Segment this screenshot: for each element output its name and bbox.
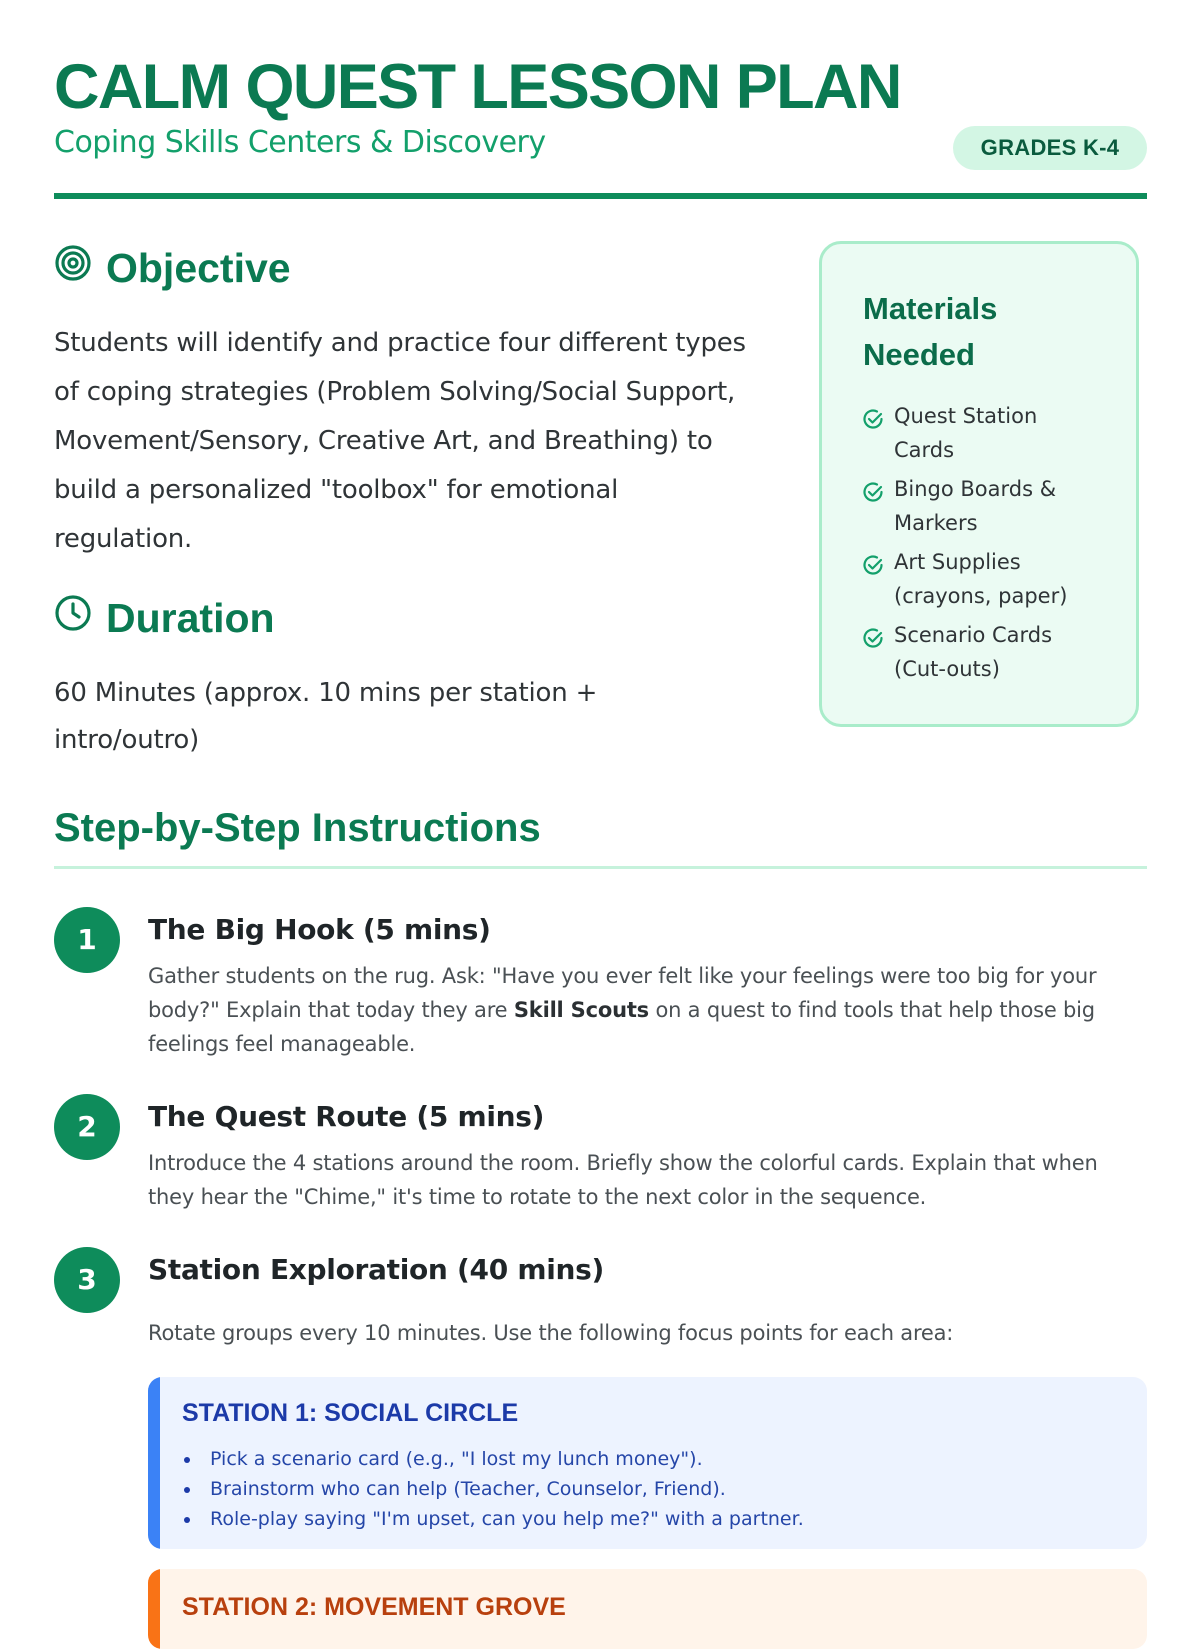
step-number-badge: 1 [54, 907, 120, 973]
skill-scouts-emphasis: Skill Scouts [513, 998, 649, 1022]
station-point: Role-play saying "I'm upset, can you help me?" with a partner. [182, 1504, 804, 1534]
instructions-divider [54, 866, 1147, 869]
step-title: Station Exploration (40 mins) [148, 1253, 604, 1286]
page-title: CALM QUEST LESSON PLAN [54, 52, 901, 122]
materials-item [862, 618, 1102, 686]
materials-item-label: Bingo Boards & Markers [894, 477, 1057, 535]
check-circle-icon [862, 554, 884, 576]
station-point: Pick a scenario card (e.g., "I lost my lunch money"). [182, 1444, 804, 1474]
duration-heading [54, 593, 275, 643]
page-subtitle: Coping Skills Centers & Discovery [54, 125, 546, 160]
station-points [182, 1444, 804, 1534]
station-accent-bar [148, 1569, 160, 1649]
step-description: Gather students on the rug. Ask: "Have you ever felt like your feelings were too big for your body?" Explain that today they are Skill Scouts on a quest to find tools that help those big feelings feel manageable. [148, 964, 1097, 1056]
instructions-heading: Step-by-Step Instructions [54, 806, 541, 850]
station-title: STATION 1: SOCIAL CIRCLE [182, 1399, 519, 1427]
grade-badge: GRADES K-4 [953, 126, 1147, 170]
step-description: Introduce the 4 stations around the room. Briefly show the colorful cards. Explain that when they hear the "Chime," it's time to rotate to the next color in the sequence. [148, 1151, 1098, 1209]
materials-item [862, 399, 1102, 467]
station-card-movement-grove [148, 1569, 1147, 1649]
header-divider [54, 193, 1147, 199]
materials-item-label: Scenario Cards (Cut-outs) [894, 623, 1053, 681]
step-number-badge: 3 [54, 1247, 120, 1313]
materials-item [862, 472, 1102, 540]
objective-heading-label: Objective [106, 244, 291, 291]
step-title: The Quest Route (5 mins) [148, 1100, 545, 1133]
materials-card [819, 241, 1139, 727]
station-title: STATION 2: MOVEMENT GROVE [182, 1593, 566, 1621]
step-title: The Big Hook (5 mins) [148, 913, 491, 946]
objective-heading [54, 243, 291, 293]
objective-text: Students will identify and practice four different types of coping strategies (Problem Solving/Social Support, Movement/Sensory, Creative Art, and Breathing) to build a personalized "toolbox" for emotional regulation. [54, 328, 746, 554]
materials-item [862, 545, 1102, 613]
check-circle-icon [862, 627, 884, 649]
check-circle-icon [862, 408, 884, 430]
materials-list [862, 399, 1102, 691]
duration-text: 60 Minutes (approx. 10 mins per station + intro/outro) [54, 678, 598, 755]
step-description: Rotate groups every 10 minutes. Use the following focus points for each area: [148, 1321, 954, 1345]
target-icon [54, 244, 92, 292]
station-card-social-circle [148, 1377, 1147, 1549]
duration-heading-label: Duration [106, 594, 275, 641]
materials-item-label: Art Supplies (crayons, paper) [894, 550, 1068, 608]
materials-title: Materials Needed [863, 291, 998, 372]
step-number-badge: 2 [54, 1094, 120, 1160]
station-point: Brainstorm who can help (Teacher, Counselor, Friend). [182, 1474, 804, 1504]
materials-item-label: Quest Station Cards [894, 404, 1038, 462]
check-circle-icon [862, 481, 884, 503]
clock-icon [54, 594, 92, 642]
station-accent-bar [148, 1377, 160, 1549]
